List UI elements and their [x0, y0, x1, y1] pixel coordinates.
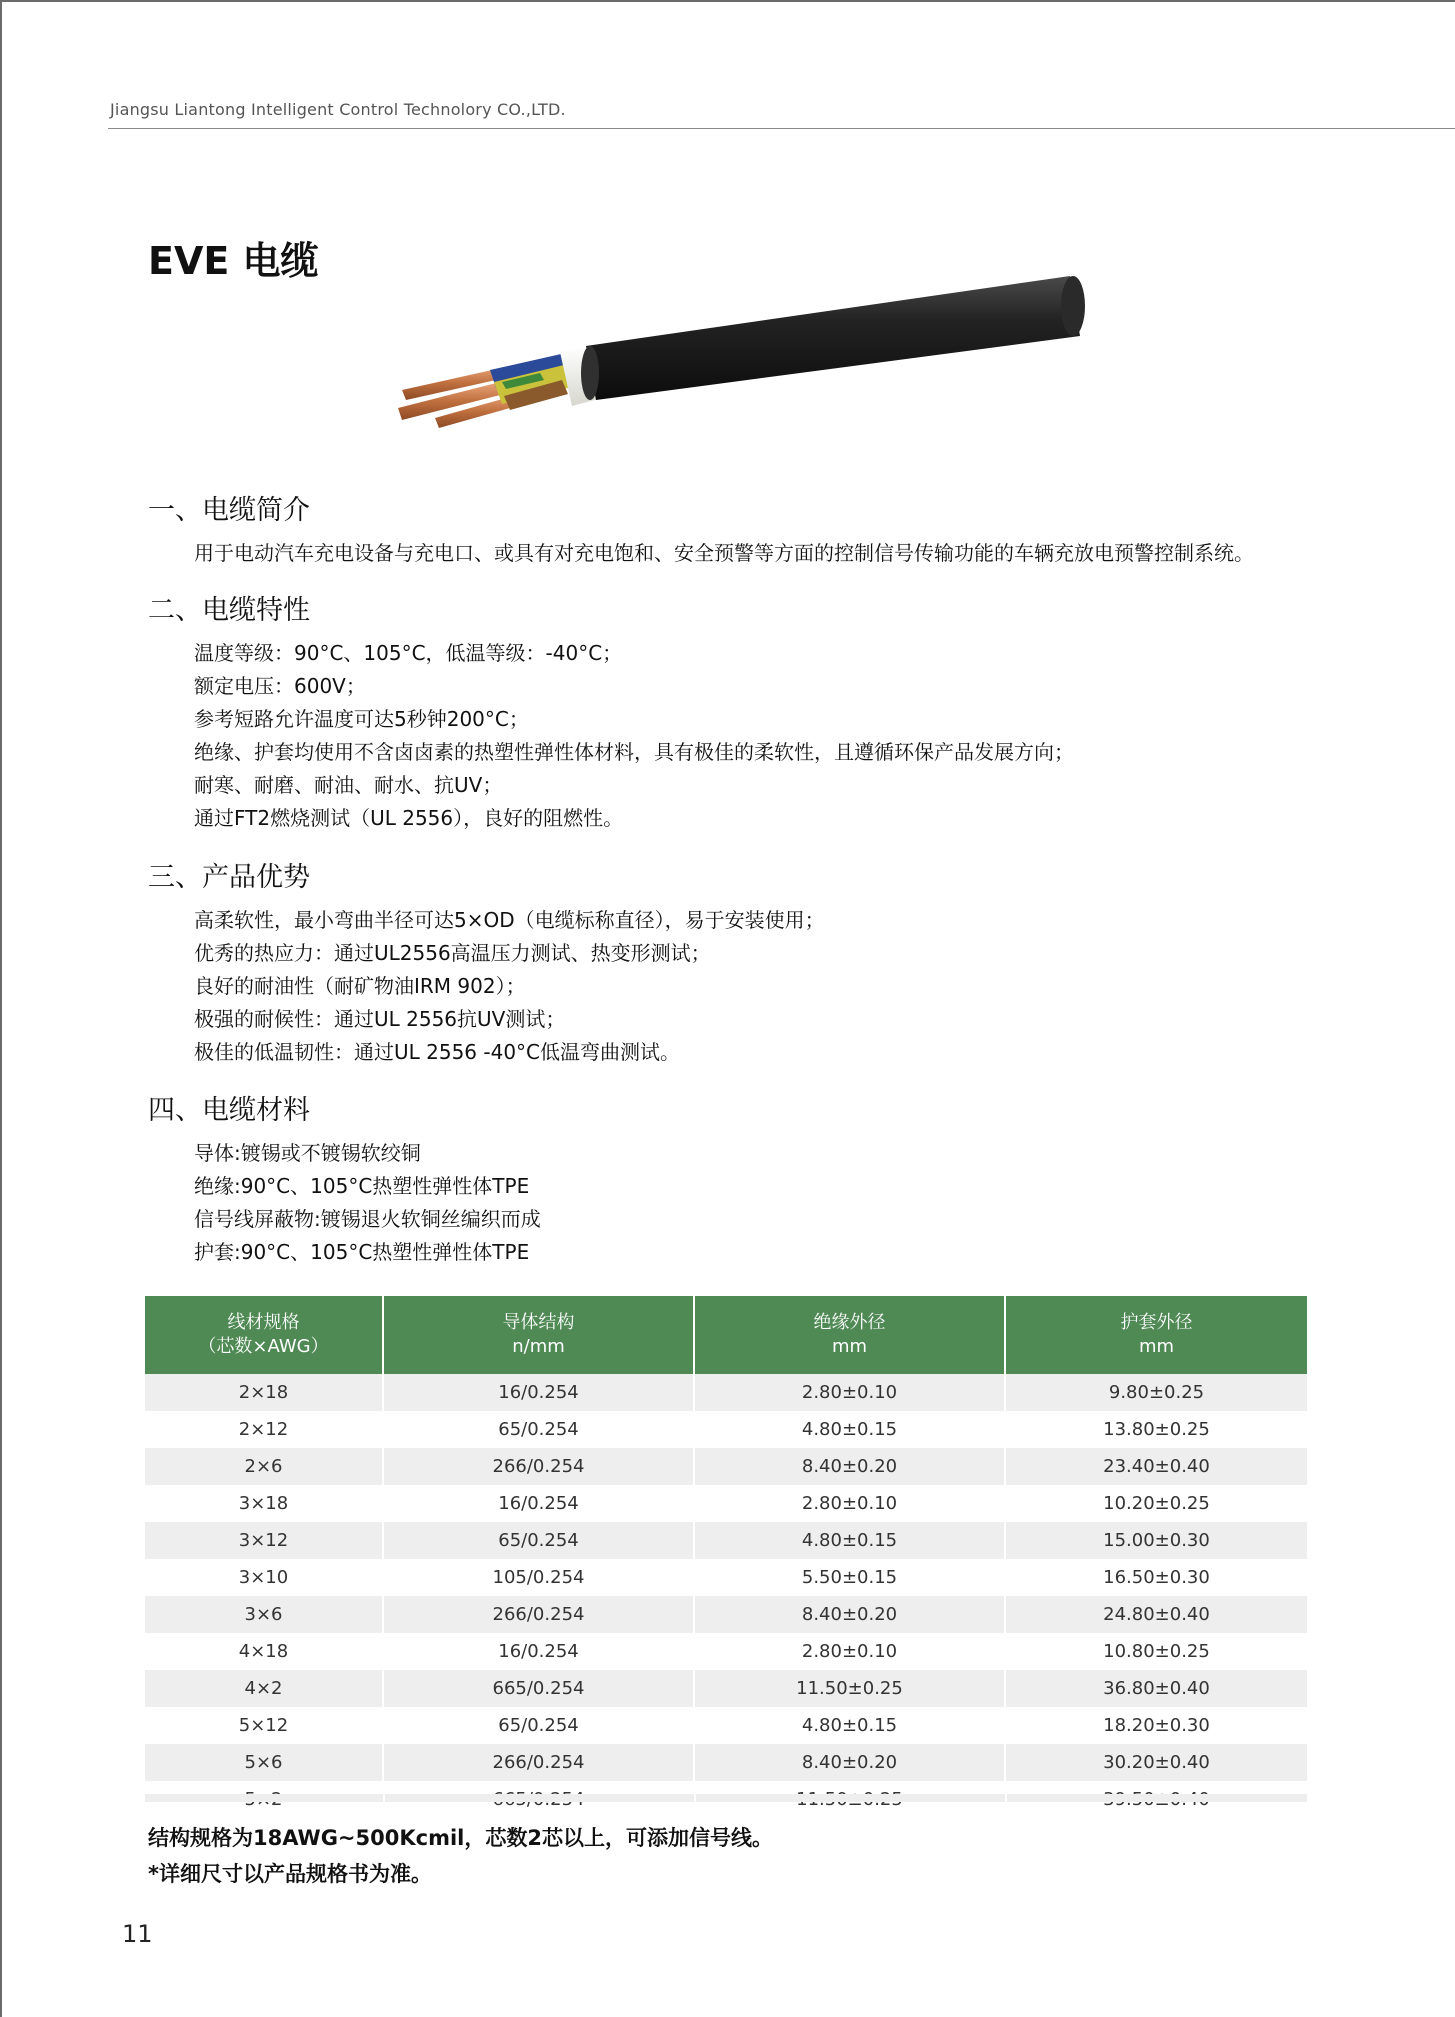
- table-cell: 16.50±0.30: [1005, 1559, 1307, 1596]
- section-line: 温度等级：90°C、105°C，低温等级：-40°C；: [194, 641, 623, 665]
- section-heading: 三、产品优势: [148, 862, 310, 893]
- page-number: 11: [122, 1920, 153, 1948]
- table-row: [145, 1559, 1307, 1596]
- section-heading: 二、电缆特性: [148, 595, 310, 626]
- spec-table: [145, 1296, 1307, 1818]
- table-cell: 16/0.254: [383, 1485, 694, 1522]
- header-rule: [108, 128, 1455, 129]
- table-cell: 23.40±0.40: [1005, 1448, 1307, 1485]
- table-cell: 3×10: [145, 1559, 383, 1596]
- table-cell: 266/0.254: [383, 1448, 694, 1485]
- table-cell: 266/0.254: [383, 1596, 694, 1633]
- page-title: EVE 电缆: [148, 239, 319, 283]
- column-header: 护套外径 mm: [1005, 1296, 1307, 1374]
- section-line: 信号线屏蔽物:镀锡退火软铜丝编织而成: [194, 1207, 541, 1231]
- section-body: [148, 904, 825, 1069]
- table-row: [145, 1633, 1307, 1670]
- table-cell: 11.50±0.25: [694, 1670, 1005, 1707]
- table-cell: 36.80±0.40: [1005, 1670, 1307, 1707]
- section-line: 绝缘、护套均使用不含卤卤素的热塑性弹性体材料，具有极佳的柔软性，且遵循环保产品发展方向；: [194, 740, 1074, 764]
- table-notes: [148, 1820, 773, 1892]
- section-line: 耐寒、耐磨、耐油、耐水、抗UV；: [194, 773, 503, 797]
- column-header: 绝缘外径 mm: [694, 1296, 1005, 1374]
- table-cell: 2.80±0.10: [694, 1374, 1005, 1411]
- table-cell: 30.20±0.40: [1005, 1744, 1307, 1781]
- section-body: [148, 537, 1254, 570]
- table-cell: 3×6: [145, 1596, 383, 1633]
- table-cell: 8.40±0.20: [694, 1596, 1005, 1633]
- table-cell: 2×6: [145, 1448, 383, 1485]
- section-line: 额定电压：600V；: [194, 674, 366, 698]
- section-line: 高柔软性，最小弯曲半径可达5×OD（电缆标称直径），易于安装使用；: [194, 908, 825, 932]
- page-border-top: [0, 0, 1455, 2]
- table-cell: 5×12: [145, 1707, 383, 1744]
- section-line: 优秀的热应力：通过UL2556高温压力测试、热变形测试；: [194, 941, 711, 965]
- section-heading: 四、电缆材料: [148, 1095, 310, 1126]
- table-row: [145, 1448, 1307, 1485]
- company-name: Jiangsu Liantong Intelligent Control Technolory CO.,LTD.: [110, 100, 566, 119]
- table-cell: 665/0.254: [383, 1670, 694, 1707]
- section-advantages: [148, 855, 825, 1069]
- table-cell: 8.40±0.20: [694, 1448, 1005, 1485]
- table-cell: 3×12: [145, 1522, 383, 1559]
- table-cell: 8.40±0.20: [694, 1744, 1005, 1781]
- table-cell: 5×6: [145, 1744, 383, 1781]
- table-cell: 5.50±0.15: [694, 1559, 1005, 1596]
- table-cell: 15.00±0.30: [1005, 1522, 1307, 1559]
- table-tail-stripe: [145, 1794, 1307, 1802]
- table-cell: 65/0.254: [383, 1522, 694, 1559]
- table-cell: 4.80±0.15: [694, 1411, 1005, 1448]
- section-body: [148, 637, 1074, 835]
- cable-image: [390, 270, 1090, 450]
- section-line: 用于电动汽车充电设备与充电口、或具有对充电饱和、安全预警等方面的控制信号传输功能的车辆充放电预警控制系统。: [194, 541, 1254, 565]
- section-line: 良好的耐油性（耐矿物油IRM 902）；: [194, 974, 526, 998]
- section-heading: 一、电缆简介: [148, 495, 310, 526]
- section-line: 护套:90°C、105°C热塑性弹性体TPE: [194, 1240, 530, 1264]
- table-row: [145, 1707, 1307, 1744]
- section-line: 导体:镀锡或不镀锡软绞铜: [194, 1141, 421, 1165]
- table-cell: 18.20±0.30: [1005, 1707, 1307, 1744]
- column-header: 导体结构 n/mm: [383, 1296, 694, 1374]
- table-cell: 13.80±0.25: [1005, 1411, 1307, 1448]
- table-cell: 266/0.254: [383, 1744, 694, 1781]
- cable-jacket: [581, 276, 1085, 400]
- table-cell: 10.80±0.25: [1005, 1633, 1307, 1670]
- table-cell: 2.80±0.10: [694, 1485, 1005, 1522]
- table-row: [145, 1522, 1307, 1559]
- table-cell: 65/0.254: [383, 1411, 694, 1448]
- section-line: 极强的耐候性：通过UL 2556抗UV测试；: [194, 1007, 566, 1031]
- table-cell: 4.80±0.15: [694, 1707, 1005, 1744]
- section-line: 绝缘:90°C、105°C热塑性弹性体TPE: [194, 1174, 530, 1198]
- table-cell: 4×18: [145, 1633, 383, 1670]
- table-cell: 4.80±0.15: [694, 1522, 1005, 1559]
- table-cell: 105/0.254: [383, 1559, 694, 1596]
- section-line: 通过FT2燃烧测试（UL 2556），良好的阻燃性。: [194, 806, 624, 830]
- table-cell: 2×12: [145, 1411, 383, 1448]
- section-line: 极佳的低温韧性：通过UL 2556 -40°C低温弯曲测试。: [194, 1040, 681, 1064]
- section-line: 参考短路允许温度可达5秒钟200°C；: [194, 707, 529, 731]
- table-cell: 4×2: [145, 1670, 383, 1707]
- section-intro: [148, 488, 1254, 570]
- table-cell: 10.20±0.25: [1005, 1485, 1307, 1522]
- table-header-row: [145, 1296, 1307, 1374]
- table-row: [145, 1485, 1307, 1522]
- table-cell: 3×18: [145, 1485, 383, 1522]
- table-cell: 2×18: [145, 1374, 383, 1411]
- table-cell: 16/0.254: [383, 1374, 694, 1411]
- page-border-left: [0, 0, 2, 2017]
- note-line: 结构规格为18AWG~500Kcmil，芯数2芯以上，可添加信号线。: [148, 1826, 773, 1850]
- table-row: [145, 1374, 1307, 1411]
- section-characteristics: [148, 588, 1074, 835]
- table-row: [145, 1744, 1307, 1781]
- table-row: [145, 1596, 1307, 1633]
- table-row: [145, 1670, 1307, 1707]
- table-cell: 2.80±0.10: [694, 1633, 1005, 1670]
- table-cell: 24.80±0.40: [1005, 1596, 1307, 1633]
- table-cell: 9.80±0.25: [1005, 1374, 1307, 1411]
- cable-illustration: [390, 270, 1090, 450]
- table-cell: 16/0.254: [383, 1633, 694, 1670]
- column-header: 线材规格 （芯数×AWG）: [145, 1296, 383, 1374]
- table-row: [145, 1411, 1307, 1448]
- section-materials: [148, 1088, 541, 1269]
- note-line: *详细尺寸以产品规格书为准。: [148, 1862, 432, 1886]
- table-cell: 65/0.254: [383, 1707, 694, 1744]
- section-body: [148, 1137, 541, 1269]
